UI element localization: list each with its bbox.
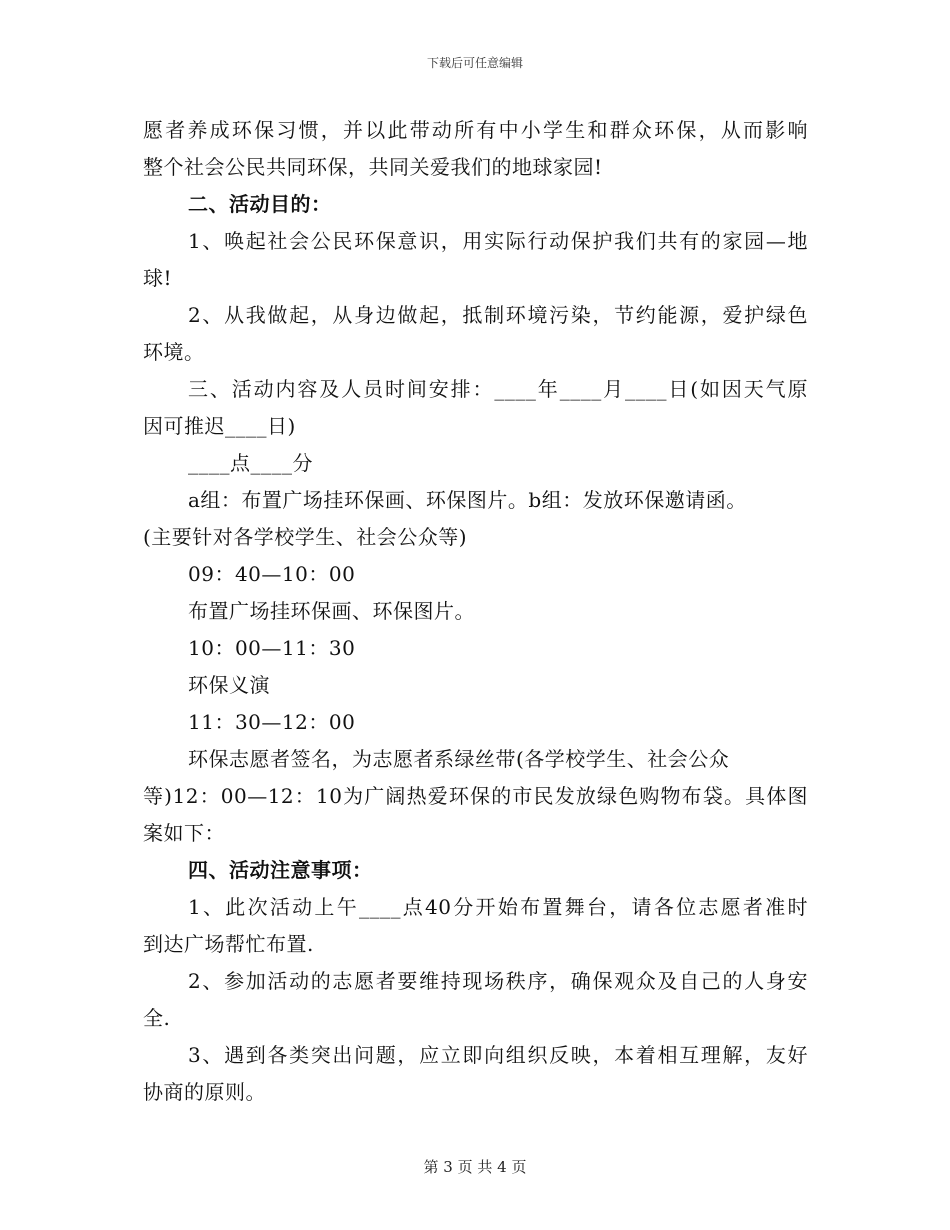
section-heading-schedule: 三、活动内容及人员时间安排：____年____月____日(如因天气原: [188, 377, 808, 401]
section-heading-objectives: 二、活动目的：: [188, 192, 332, 216]
schedule-activity: 环保义演: [188, 673, 270, 697]
paragraph-line: 环境。: [143, 340, 205, 364]
paragraph-line: 整个社会公民共同环保，共同关爱我们的地球家园!: [143, 155, 603, 179]
paragraph-line: ____点____分: [188, 451, 313, 475]
section-heading-notes: 四、活动注意事项：: [188, 858, 373, 882]
schedule-time: 09：40—10：00: [188, 562, 356, 586]
page-header: 下载后可任意编辑: [426, 56, 523, 70]
paragraph-line: 2、从我做起，从身边做起，抵制环境污染，节约能源，爱护绿色: [188, 303, 808, 327]
paragraph-line: 愿者养成环保习惯，并以此带动所有中小学生和群众环保，从而影响: [143, 118, 808, 142]
paragraph-line: 协商的原则。: [143, 1080, 266, 1104]
paragraph-line: 因可推迟____日): [143, 414, 296, 438]
paragraph-line: 1、唤起社会公民环保意识，用实际行动保护我们共有的家园—地: [188, 229, 808, 253]
schedule-activity: 布置广场挂环保画、环保图片。: [188, 599, 475, 623]
document-body: [143, 112, 808, 1111]
paragraph-line: 全.: [143, 1006, 171, 1030]
paragraph-line: 到达广场帮忙布置.: [143, 932, 314, 956]
paragraph-line: 案如下：: [143, 821, 225, 845]
paragraph-line: 2、参加活动的志愿者要维持现场秩序，确保观众及自己的人身安: [188, 969, 808, 993]
page-footer: 第 3 页 共 4 页: [423, 1158, 527, 1176]
paragraph-line: 3、遇到各类突出问题，应立即向组织反映，本着相互理解，友好: [188, 1043, 808, 1067]
paragraph-line: 1、此次活动上午____点40分开始布置舞台，请各位志愿者准时: [188, 895, 808, 919]
schedule-time: 10：00—11：30: [188, 636, 356, 660]
schedule-time: 11：30—12：00: [188, 710, 356, 734]
paragraph-line: a组：布置广场挂环保画、环保图片。b组：发放环保邀请函。: [188, 488, 747, 512]
schedule-activity: 环保志愿者签名，为志愿者系绿丝带(各学校学生、社会公众: [188, 747, 730, 771]
paragraph-line: 球!: [143, 266, 173, 290]
paragraph-line: (主要针对各学校学生、社会公众等): [143, 525, 468, 549]
paragraph-line: 等)12：00—12：10为广阔热爱环保的市民发放绿色购物布袋。具体图: [143, 784, 808, 808]
